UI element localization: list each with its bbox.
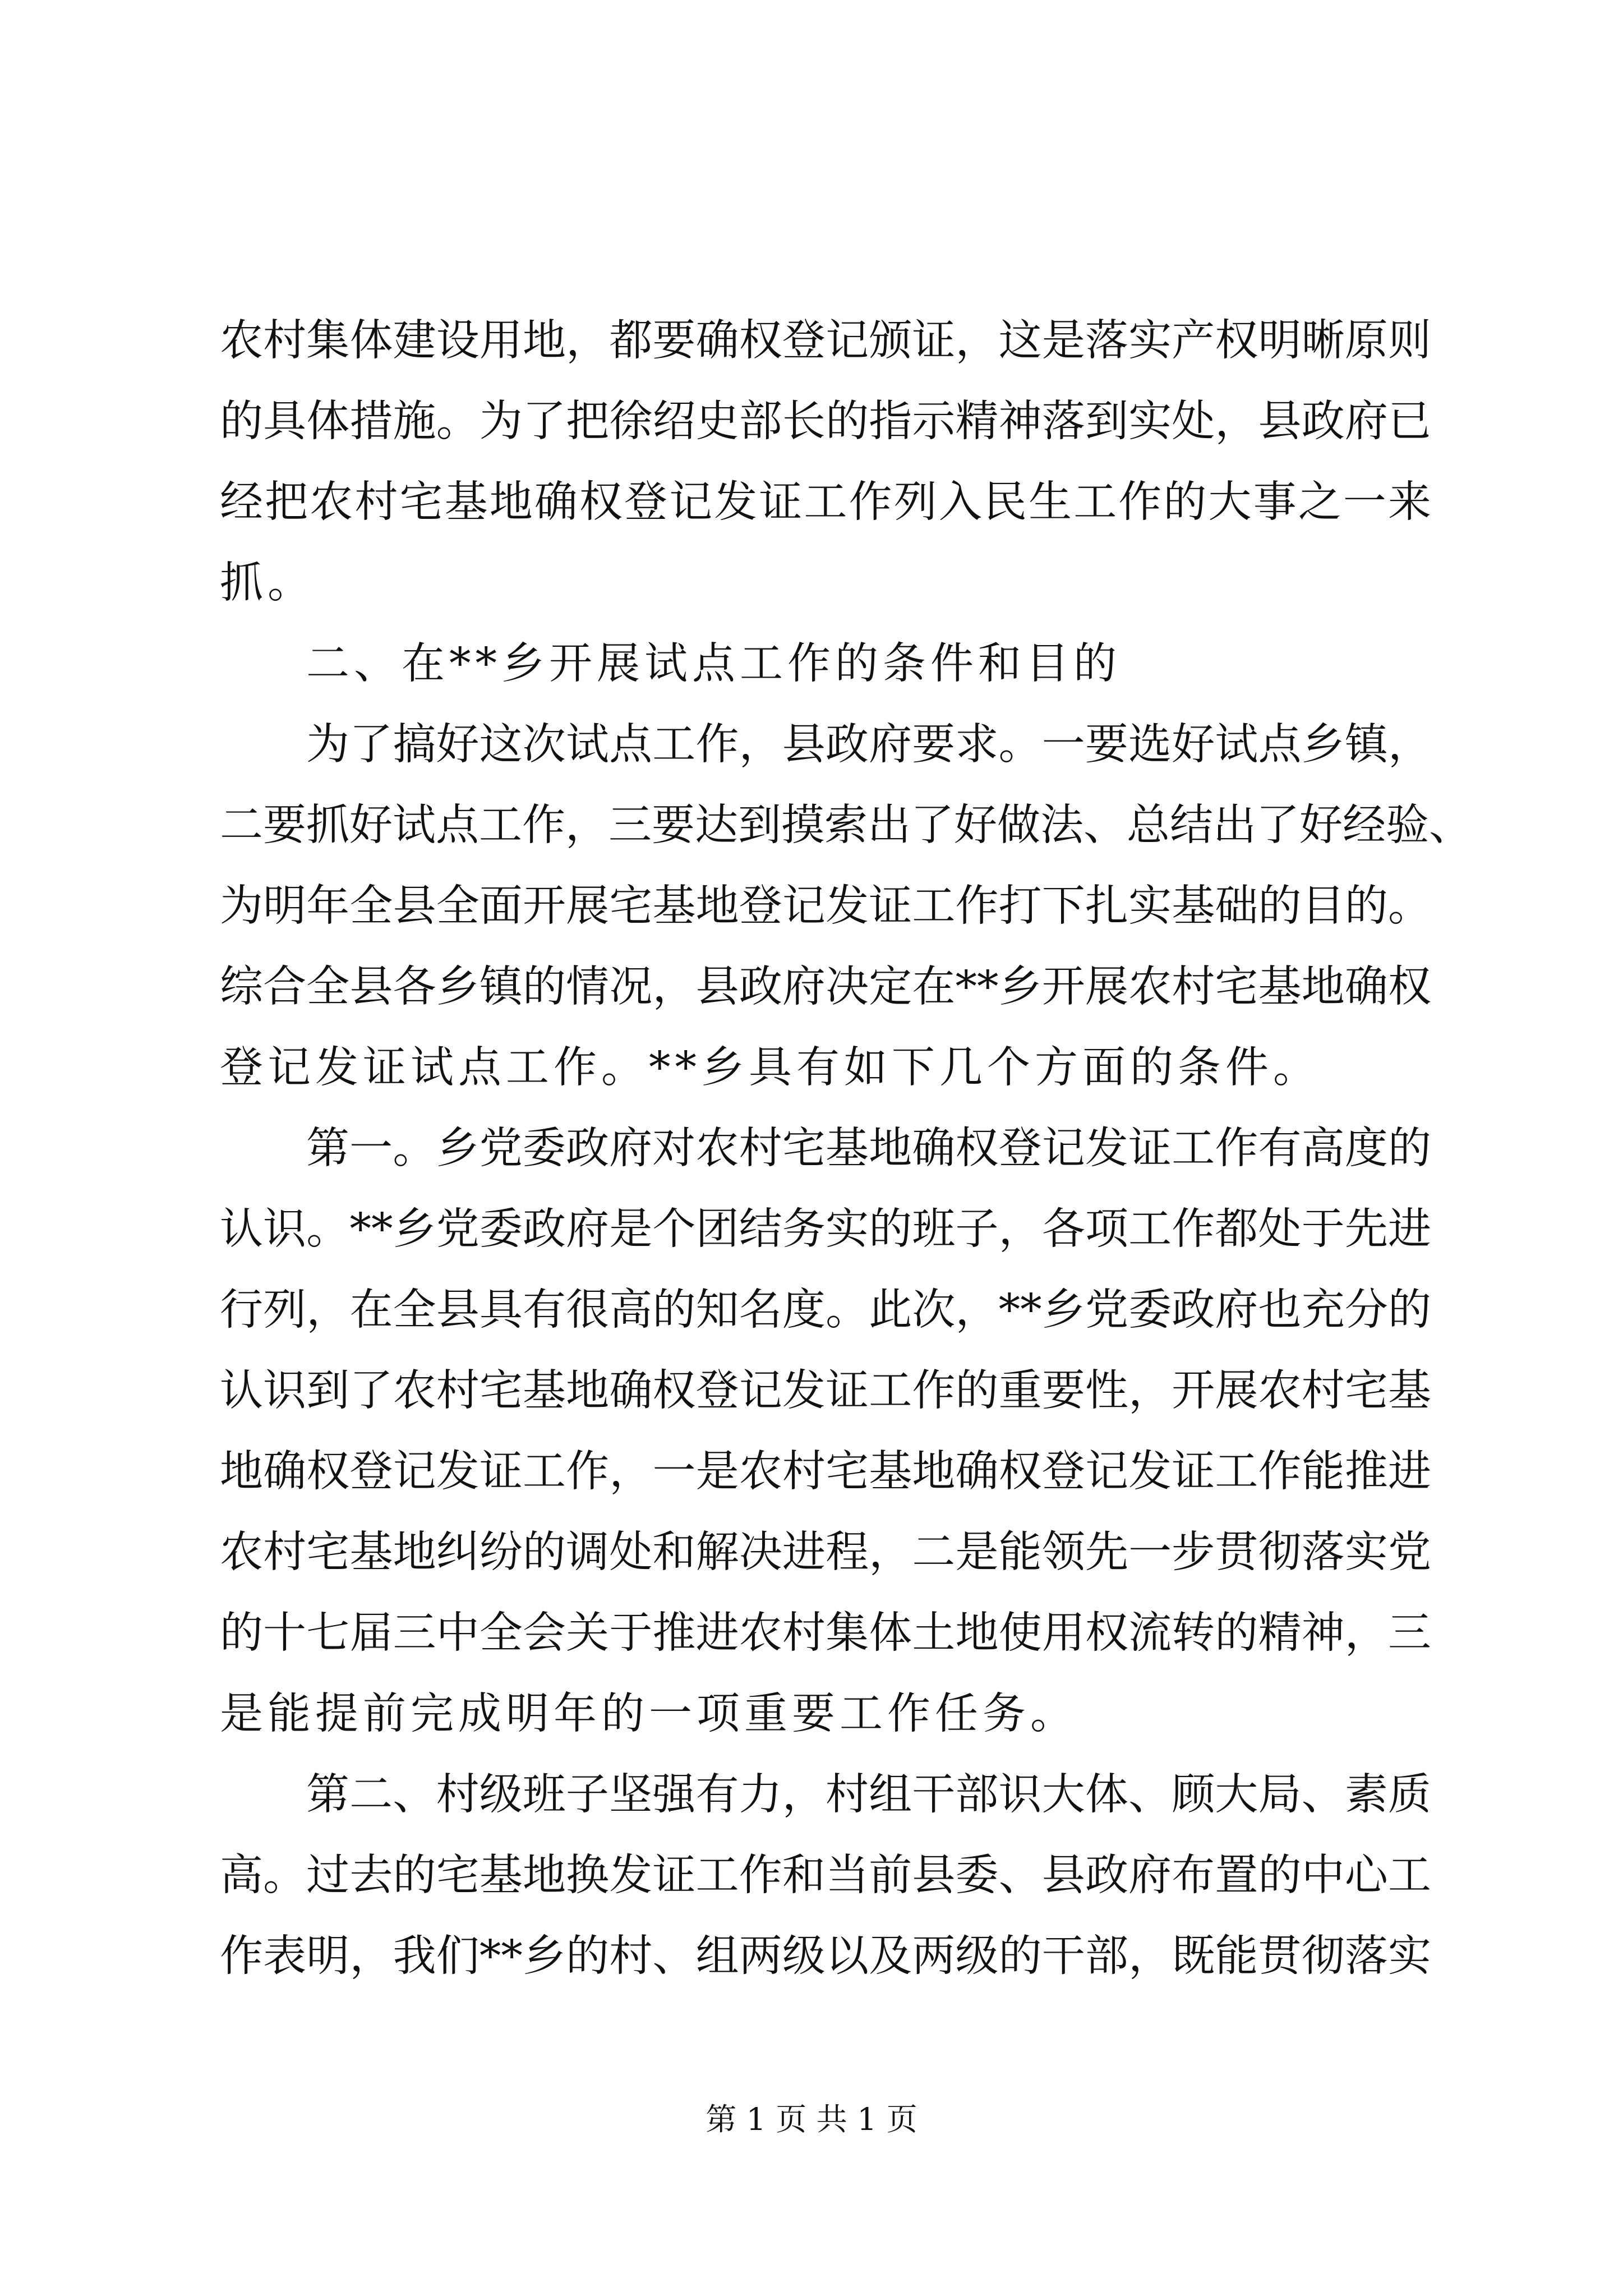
text-line: 的具体措施。为了把徐绍史部长的指示精神落到实处，县政府已 [220,397,1431,447]
text-line: 为了搞好这次试点工作，县政府要求。一要选好试点乡镇， [306,720,1431,770]
text-line: 综合全县各乡镇的情况，县政府决定在**乡开展农村宅基地确权 [220,962,1431,1012]
text-line: 农村宅基地纠纷的调处和解决进程，二是能领先一步贯彻落实党 [220,1527,1431,1577]
text-line: 的十七届三中全会关于推进农村集体土地使用权流转的精神，三 [220,1608,1431,1658]
text-line: 第二、村级班子坚强有力，村组干部识大体、顾大局、素质 [306,1770,1431,1820]
page-number-footer: 第 1 页 共 1 页 [706,2101,917,2137]
text-line: 是能提前完成明年的一项重要工作任务。 [220,1689,1078,1739]
text-line: 认识到了农村宅基地确权登记发证工作的重要性，开展农村宅基 [220,1366,1431,1416]
text-line: 高。过去的宅基地换发证工作和当前县委、县政府布置的中心工 [220,1851,1431,1901]
text-line: 地确权登记发证工作，一是农村宅基地确权登记发证工作能推进 [220,1447,1431,1497]
text-line: 抓。 [220,558,315,608]
text-line: 为明年全县全面开展宅基地登记发证工作打下扎实基础的目的。 [220,881,1431,931]
text-line: 经把农村宅基地确权登记发证工作列入民生工作的大事之一来 [220,477,1431,527]
text-line: 登记发证试点工作。**乡具有如下几个方面的条件。 [220,1043,1321,1093]
section-heading: 二、在**乡开展试点工作的条件和目的 [306,639,1121,689]
text-line: 作表明，我们**乡的村、组两级以及两级的干部，既能贯彻落实 [220,1931,1431,1981]
body-text [220,301,1472,1997]
text-line: 第一。乡党委政府对农村宅基地确权登记发证工作有高度的 [306,1124,1431,1174]
text-line: 二要抓好试点工作，三要达到摸索出了好做法、总结出了好经验、 [220,800,1472,850]
text-line: 农村集体建设用地，都要确权登记颁证，这是落实产权明晰原则 [220,316,1431,366]
text-line: 行列，在全县具有很高的知名度。此次，**乡党委政府也充分的 [220,1285,1431,1335]
text-line: 认识。**乡党委政府是个团结务实的班子，各项工作都处于先进 [220,1204,1431,1254]
